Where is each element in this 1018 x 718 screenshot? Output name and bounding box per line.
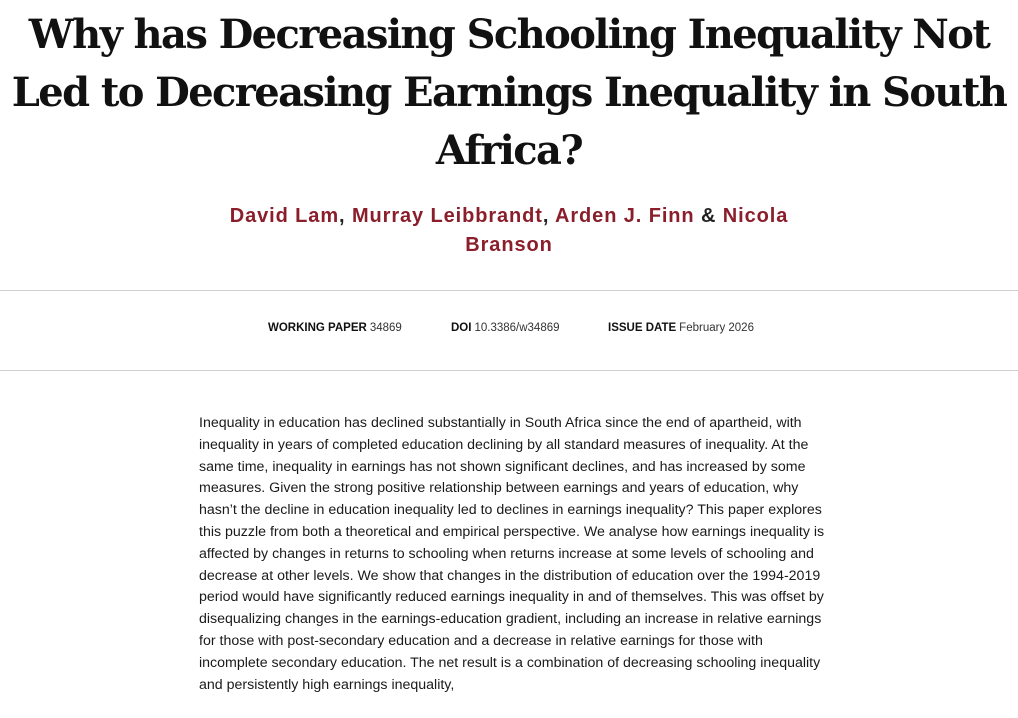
- author-link[interactable]: Arden J. Finn: [555, 205, 695, 227]
- divider-bottom: [0, 370, 1018, 371]
- working-paper-label: WORKING PAPER: [268, 322, 367, 334]
- author-separator: ,: [542, 205, 550, 227]
- divider-top: [0, 290, 1018, 291]
- doi-meta: [451, 322, 560, 334]
- author-separator: &: [700, 205, 717, 227]
- author-list: [190, 202, 828, 260]
- issue-date-label: ISSUE DATE: [608, 322, 677, 334]
- doi-label: DOI: [451, 322, 472, 334]
- issue-date-meta: [608, 322, 754, 334]
- author-separator: ,: [339, 205, 346, 227]
- issue-date-value: February 2026: [679, 322, 754, 334]
- author-link[interactable]: Murray Leibbrandt: [351, 205, 543, 227]
- working-paper-meta: [268, 322, 402, 334]
- author-link[interactable]: David Lam: [229, 205, 340, 227]
- doi-link[interactable]: 10.3386/w34869: [474, 322, 560, 334]
- working-paper-number: 34869: [369, 322, 402, 334]
- author-link[interactable]: Nicola Branson: [465, 205, 789, 256]
- abstract-text: Inequality in education has declined substantially in South Africa since the end of apartheid, with inequality in years of completed education declining by all standard measures of inequality. At the same time, inequality in earnings has not shown significant declines, and has increased by some measures. Given the strong positive relationship between earnings and years of education, why hasn’t the decline in education inequality led to declines in earnings inequality? This paper explores this puzzle from both a theoretical and empirical perspective. We analyse how earnings inequality is affected by changes in returns to schooling when returns increase at some levels of schooling and decrease at other levels. We show that changes in the distribution of education over the 1994-2019 period would have significantly reduced earnings inequality in and of themselves. This was offset by disequalizing changes in the earnings-education gradient, including an increase in relative earnings for those with post-secondary education and a decrease in relative earnings for those with incomplete secondary education. The net result is a combination of decreasing schooling inequality and persistently high earnings inequality,: [199, 415, 825, 693]
- paper-title: Why has Decreasing Schooling Inequality Not Led to Decreasing Earnings Inequality in South Africa?: [11, 11, 1007, 174]
